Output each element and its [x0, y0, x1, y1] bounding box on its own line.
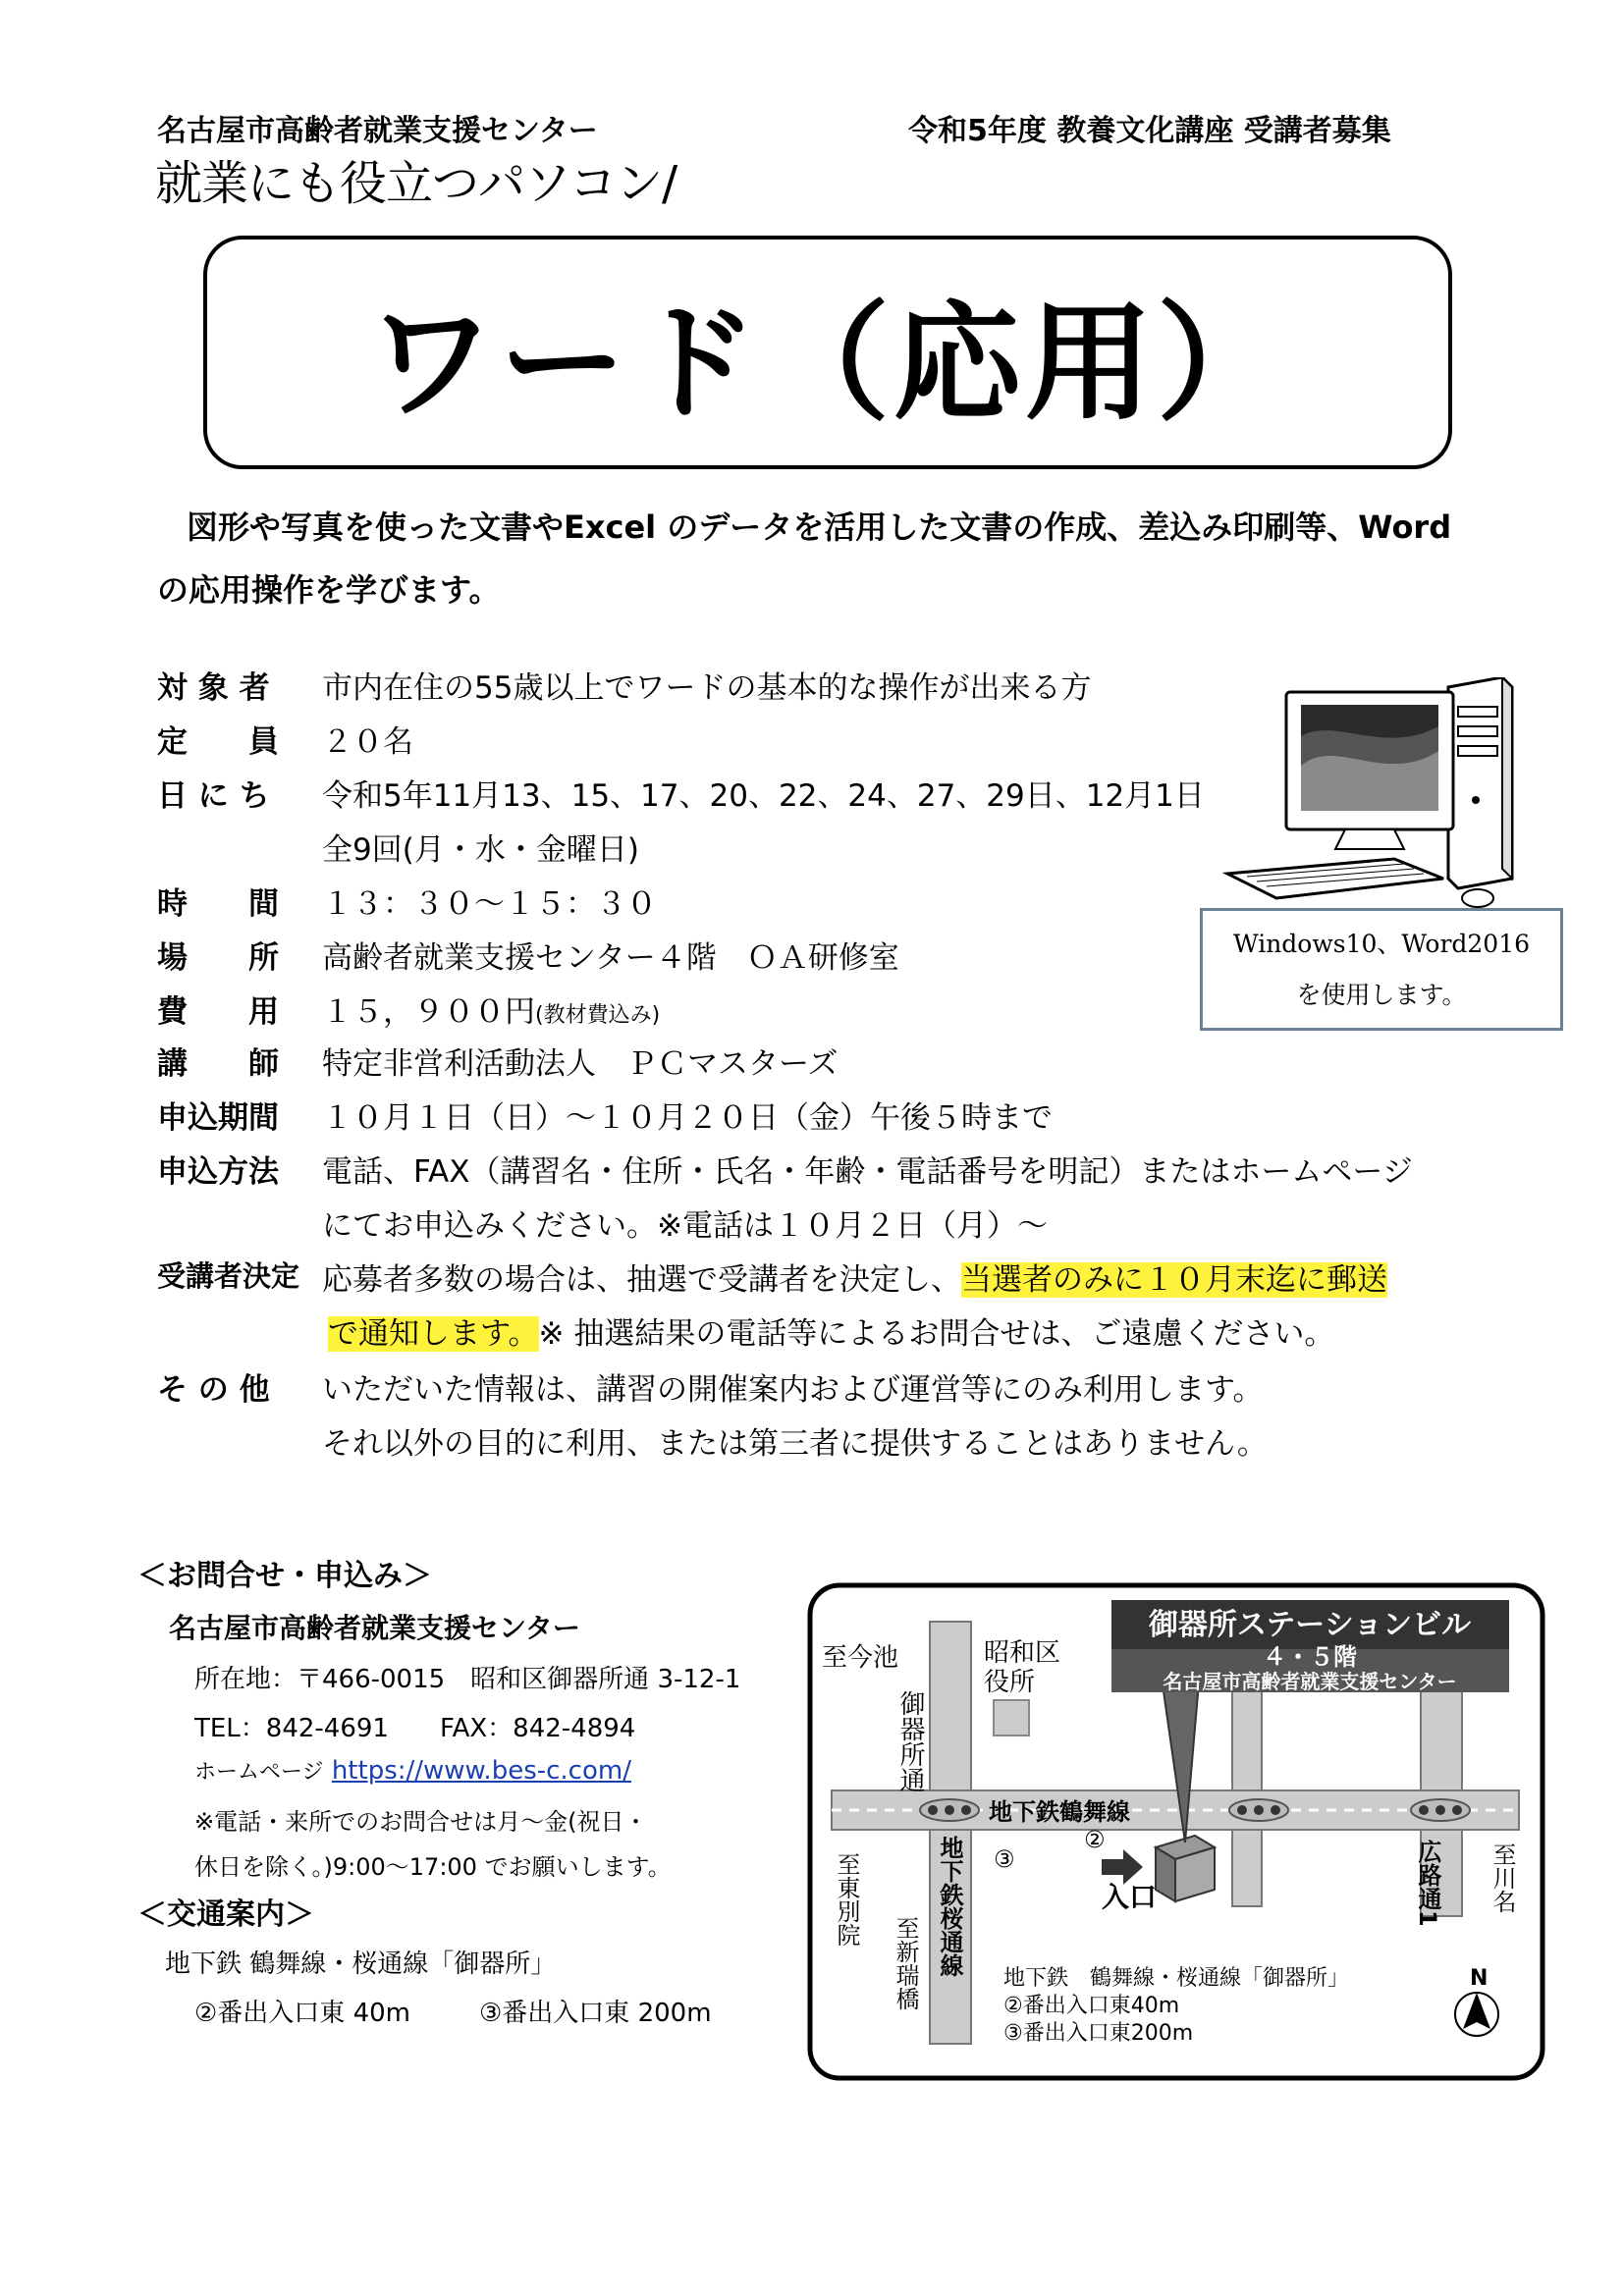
map-exit-2: ② [1084, 1826, 1106, 1853]
target-label: 対 象 者 [157, 670, 270, 706]
contact-hours-1: ※電話・来所でのお問合せは月～金(祝日・ [194, 1808, 648, 1836]
contact-homepage [194, 1755, 631, 1786]
os-note-line-2: を使用します。 [1296, 980, 1467, 1009]
contact-fax: FAX：842-4894 [440, 1714, 636, 1743]
other-value-2: それ以外の目的に利用、または第三者に提供することはありません。 [322, 1426, 1268, 1462]
map-north-label: N [1470, 1966, 1489, 1991]
contact-tel: TEL：842-4691 [194, 1714, 389, 1743]
os-note-box [1200, 908, 1563, 1031]
capacity-value: ２０名 [322, 724, 413, 760]
map-hirokoji: 広路通1 [1414, 1840, 1441, 1927]
intro-text: 図形や写真を使った文書やExcel のデータを活用した文書の作成、差込み印刷等、Word の応用操作を学びます。 [157, 508, 1452, 609]
target-value: 市内在住の55歳以上でワードの基本的な操作が出来る方 [322, 670, 1092, 706]
access-heading: ＜交通案内＞ [137, 1897, 314, 1932]
header-subtitle: 就業にも役立つパソコン/ [155, 156, 677, 211]
station-marker-1 [920, 1799, 979, 1821]
os-note-line-1: Windows10、Word2016 [1232, 929, 1531, 958]
map-ward-office-1: 昭和区 [984, 1638, 1061, 1668]
computer-icon [1218, 677, 1551, 913]
building-cube-icon [1156, 1836, 1215, 1901]
map-to-higashibetsuin: 至東別院 [833, 1852, 860, 1947]
title-box [203, 236, 1452, 469]
fee-value [322, 987, 660, 1031]
contact-heading: ＜お問合せ・申込み＞ [137, 1559, 432, 1593]
other-value: いただいた情報は、講習の開催案内および運営等にのみ利用します。 [322, 1372, 1264, 1408]
method-value-2: にてお申込みください。※電話は１０月２日（月）～ [322, 1208, 1048, 1244]
decision-text-b: ※ 抽選結果の電話等によるお問合せは、ご遠慮ください。 [538, 1316, 1335, 1352]
access-line-3: ③番出入口東 200m [479, 1999, 712, 2028]
fee-label: 費 用 [157, 994, 279, 1030]
homepage-link[interactable]: https://www.bes-c.com/ [331, 1756, 631, 1786]
decision-highlight-1: 当選者のみに１０月末迄に郵送 [961, 1262, 1387, 1298]
decision-label: 受講者決定 [157, 1259, 300, 1293]
station-marker-2 [1229, 1799, 1288, 1821]
map-gokiso-dori: 御器所通 [895, 1690, 925, 1792]
other-label: そ の 他 [157, 1372, 270, 1408]
map-tsurumai: 地下鉄鶴舞線 [989, 1798, 1130, 1826]
contact-address: 所在地：〒466-0015 昭和区御器所通 3-12-1 [194, 1665, 741, 1694]
contact-name: 名古屋市高齢者就業支援センター [169, 1612, 580, 1644]
period-label: 申込期間 [157, 1100, 279, 1136]
map-legend-1: 地下鉄 鶴舞線・桜通線「御器所」 [1003, 1966, 1350, 1991]
fee-note: (教材費込み) [535, 1003, 661, 1028]
page-title: ワード（応用） [366, 288, 1288, 438]
access-line-1: 地下鉄 鶴舞線・桜通線「御器所」 [165, 1949, 557, 1979]
access-line-2: ②番出入口東 40m [194, 1999, 410, 2028]
map-legend-2: ②番出入口東40m [1003, 1994, 1180, 2018]
map-floors: ４・５階 [1263, 1643, 1357, 1671]
fee-amount: １５，９００円 [322, 994, 535, 1030]
station-marker-3 [1411, 1799, 1470, 1821]
map-exit-3: ③ [994, 1845, 1015, 1873]
place-value: 高齢者就業支援センター４階 ＯＡ研修室 [322, 940, 899, 976]
map-sakura: 地下鉄桜通線 [936, 1836, 963, 1977]
capacity-label: 定 員 [157, 724, 279, 760]
header-notice: 令和5年度 教養文化講座 受講者募集 [908, 114, 1391, 148]
map-to-kawana: 至川名 [1489, 1842, 1516, 1913]
north-arrow-icon [1455, 1993, 1498, 2036]
time-value: １３：３０～１５：３０ [322, 886, 657, 922]
method-value: 電話、FAX（講習名・住所・氏名・年齢・電話番号を明記）またはホームページ [322, 1154, 1413, 1190]
contact-hours-2: 休日を除く。)9:00～17:00 でお願いします。 [194, 1853, 672, 1881]
homepage-label: ホームページ [194, 1760, 324, 1785]
place-label: 場 所 [157, 940, 279, 976]
access-map [807, 1582, 1545, 2081]
time-label: 時 間 [157, 886, 279, 922]
decision-value [322, 1255, 1387, 1299]
period-value: １０月１日（日）～１０月２０日（金）午後５時まで [322, 1100, 1053, 1136]
method-label: 申込方法 [157, 1154, 279, 1190]
header-organization: 名古屋市高齢者就業支援センター [157, 114, 598, 148]
map-ward-office-2: 役所 [984, 1668, 1036, 1697]
instructor-value: 特定非営利活動法人 ＰＣマスターズ [322, 1046, 839, 1082]
decision-highlight-2: で通知します。 [328, 1316, 539, 1352]
map-building: 御器所ステーションビル [1148, 1608, 1472, 1642]
dates-value: 令和5年11月13、15、17、20、22、24、27、29日、12月1日 [322, 778, 1205, 814]
map-to-shinmizuhobashi: 至新瑞橋 [892, 1916, 919, 2010]
decision-value-2 [328, 1308, 1334, 1353]
map-to-imaike: 至今池 [822, 1643, 899, 1673]
road-gokiso [930, 1622, 971, 2044]
map-legend-3: ③番出入口東200m [1003, 2021, 1194, 2046]
instructor-label: 講 師 [157, 1046, 279, 1082]
ward-office-marker [994, 1700, 1029, 1735]
dates-label: 日 に ち [157, 778, 270, 814]
dates-value-2: 全9回(月・水・金曜日) [322, 832, 639, 868]
map-entrance: 入口 [1102, 1881, 1158, 1913]
decision-text-a: 応募者多数の場合は、抽選で受講者を決定し、 [322, 1262, 961, 1298]
map-center: 名古屋市高齢者就業支援センター [1163, 1670, 1457, 1693]
